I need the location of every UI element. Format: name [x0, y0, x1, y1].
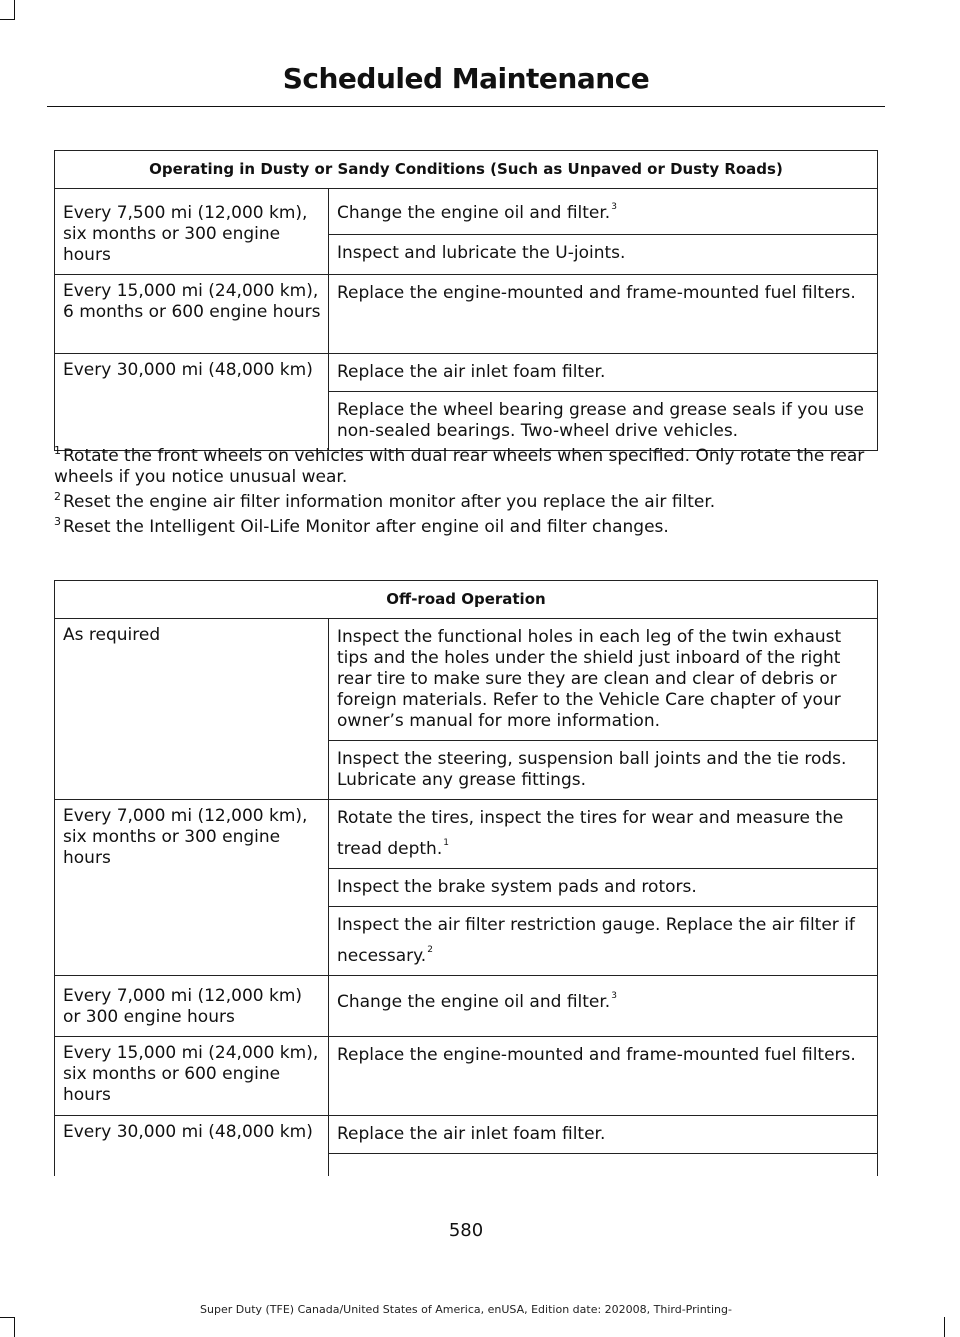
interval-cell: Every 30,000 mi (48,000 km) [55, 1116, 329, 1177]
task-cell [329, 1116, 878, 1154]
task-text: Change the engine oil and filter. [337, 992, 611, 1012]
table-row [55, 354, 878, 392]
offroad-operation-table [54, 580, 878, 1176]
interval-cell: As required [55, 619, 329, 800]
footnote-ref: 2 [427, 945, 433, 955]
task-text: Rotate the tires, inspect the tires for wear and measure the tread depth. [337, 808, 844, 859]
footnote-ref: 3 [611, 202, 617, 212]
crop-mark [14, 0, 15, 20]
interval-cell: Every 7,500 mi (12,000 km), six months or 300 engine hours [55, 189, 329, 275]
interval-cell: Every 15,000 mi (24,000 km), six months or 600 engine hours [55, 1037, 329, 1116]
table-row [55, 800, 878, 869]
table-row [55, 976, 878, 1037]
task-cell [329, 392, 878, 451]
table-row [55, 619, 878, 741]
task-text: Replace the air inlet foam filter. [337, 362, 606, 382]
footnote-text: Reset the engine air filter information monitor after you replace the air filter. [63, 492, 716, 512]
interval-cell: Every 7,000 mi (12,000 km) or 300 engine hours [55, 976, 329, 1037]
footnote-text: Rotate the front wheels on vehicles with dual rear wheels when specified. Only rotate the rear wheels if you notice unusual wear. [54, 446, 865, 487]
task-text: Inspect the steering, suspension ball joints and the tie rods. Lubricate any grease fittings. [337, 749, 847, 790]
task-text: Replace the air inlet foam filter. [337, 1124, 606, 1144]
task-cell [329, 800, 878, 869]
title-divider [47, 106, 885, 107]
edition-footer: Super Duty (TFE) Canada/United States of America, enUSA, Edition date: 202008, Third-Printing- [200, 1303, 732, 1316]
footnotes [54, 446, 878, 542]
footnote-ref: 1 [443, 838, 449, 848]
task-text: Inspect and lubricate the U-joints. [337, 243, 626, 264]
task-text: Replace the engine-mounted and frame-mounted fuel filters. [337, 283, 856, 303]
page-number: 580 [448, 1220, 484, 1241]
task-cell [329, 1154, 878, 1177]
task-cell [329, 189, 878, 235]
footnote-text: Reset the Intelligent Oil-Life Monitor after engine oil and filter changes. [63, 517, 669, 537]
task-cell [329, 235, 878, 275]
footnote [54, 492, 878, 513]
interval-cell: Every 30,000 mi (48,000 km) [55, 354, 329, 451]
task-text: Replace the engine-mounted and frame-mounted fuel filters. [337, 1045, 856, 1065]
footnote [54, 446, 878, 488]
crop-mark [944, 1317, 945, 1337]
crop-mark [0, 1317, 15, 1318]
task-text: Change the engine oil and filter. [337, 203, 611, 223]
interval-cell: Every 15,000 mi (24,000 km), 6 months or 600 engine hours [55, 275, 329, 354]
dusty-conditions-table [54, 150, 878, 451]
footnote-ref: 3 [611, 991, 617, 1001]
crop-mark [0, 19, 15, 20]
page-title: Scheduled Maintenance [282, 62, 650, 95]
footnote-number: 2 [54, 490, 61, 503]
footnote [54, 517, 878, 538]
crop-mark [14, 1317, 15, 1337]
footnote-number: 1 [54, 444, 61, 457]
task-cell [329, 1037, 878, 1116]
task-cell [329, 907, 878, 976]
task-text: Inspect the functional holes in each leg of the twin exhaust tips and the holes under the shield just inboard of the right rear tire to make sure they are clean and clear of debris or foreign materials. Refer to the Vehicle Care chapter of your owner’s manual for more information. [337, 627, 842, 731]
table-row [55, 1116, 878, 1154]
table-row [55, 189, 878, 235]
task-text: Replace the wheel bearing grease and grease seals if you use non-sealed bearings. Two-wheel drive vehicles. [337, 400, 864, 441]
task-text: Inspect the air filter restriction gauge. Replace the air filter if necessary. [337, 915, 855, 966]
task-cell [329, 741, 878, 800]
task-cell [329, 976, 878, 1037]
table-row [55, 275, 878, 354]
table-title: Off-road Operation [55, 581, 878, 619]
table-title: Operating in Dusty or Sandy Conditions (Such as Unpaved or Dusty Roads) [55, 151, 878, 189]
interval-cell: Every 7,000 mi (12,000 km), six months or 300 engine hours [55, 800, 329, 976]
task-cell [329, 869, 878, 907]
footnote-number: 3 [54, 515, 61, 528]
task-cell [329, 619, 878, 741]
task-text: Inspect the brake system pads and rotors. [337, 877, 697, 897]
task-cell [329, 275, 878, 354]
table-row [55, 1037, 878, 1116]
task-cell [329, 354, 878, 392]
